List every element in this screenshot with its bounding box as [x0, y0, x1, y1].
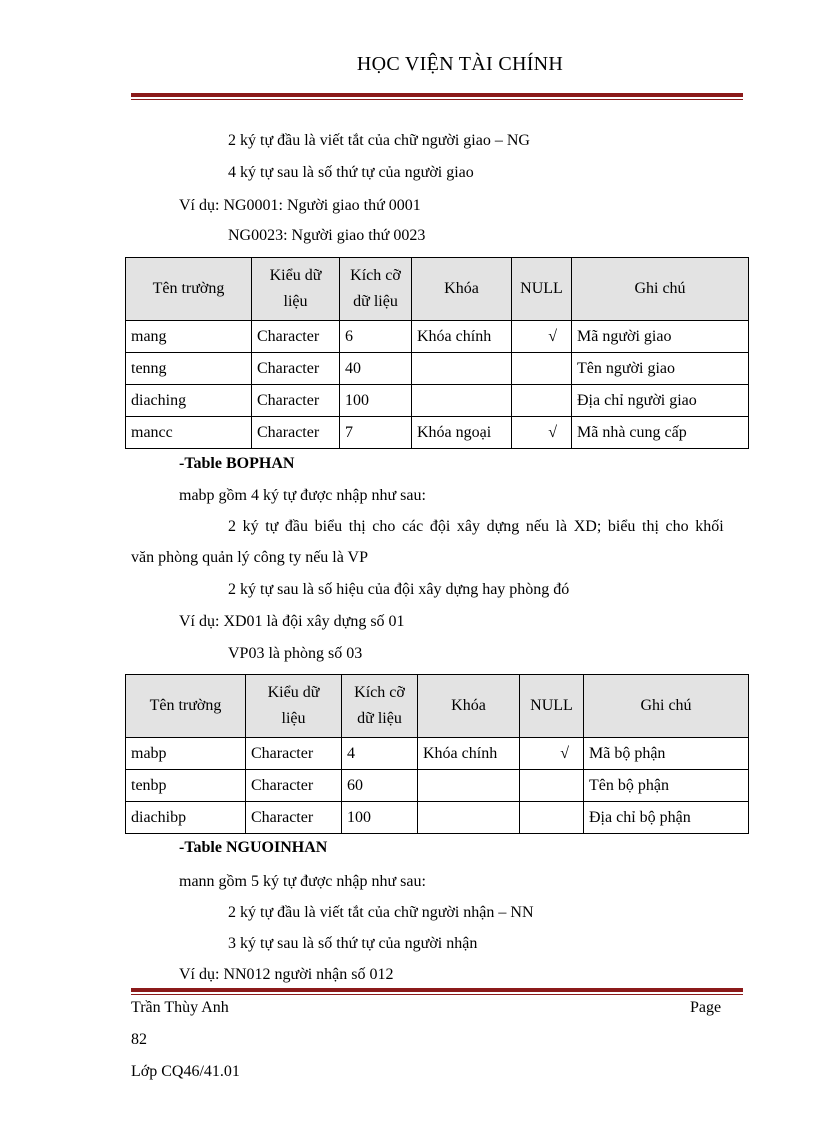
table-nguoigiao [125, 257, 749, 449]
table-row [126, 353, 749, 385]
section-title: -Table BOPHAN [179, 455, 295, 472]
text-line: VP03 là phòng số 03 [228, 645, 363, 662]
cell-type: Character [246, 802, 342, 834]
table-header-row [126, 675, 749, 738]
cell-size: 40 [340, 353, 412, 385]
col-header-key: Khóa [412, 258, 512, 321]
table-row [126, 738, 749, 770]
table-row [126, 321, 749, 353]
cell-size: 6 [340, 321, 412, 353]
cell-null: √ [520, 738, 584, 770]
footer-class: Lớp CQ46/41.01 [131, 1063, 240, 1080]
cell-note: Mã bộ phận [584, 738, 749, 770]
cell-field: diaching [126, 385, 252, 417]
footer-author: Trần Thùy Anh [131, 999, 229, 1016]
cell-field: diachibp [126, 802, 246, 834]
cell-type: Character [252, 417, 340, 449]
table-row [126, 770, 749, 802]
footer-rule [131, 988, 743, 995]
text-line: văn phòng quản lý công ty nếu là VP [131, 549, 369, 566]
cell-field: tenng [126, 353, 252, 385]
col-header-note: Ghi chú [584, 675, 749, 738]
cell-null [520, 802, 584, 834]
table-row [126, 802, 749, 834]
col-header-null: NULL [512, 258, 572, 321]
table-header-row [126, 258, 749, 321]
cell-key: Khóa chính [418, 738, 520, 770]
col-header-field: Tên trường [126, 675, 246, 738]
text-line: 2 ký tự đầu là viết tắt của chữ người giao – NG [228, 132, 530, 149]
header-rule [131, 93, 743, 100]
col-header-field: Tên trường [126, 258, 252, 321]
cell-key [418, 802, 520, 834]
col-header-key: Khóa [418, 675, 520, 738]
col-header-type: Kiểu dữ liệu [252, 258, 340, 321]
text-line: Ví dụ: XD01 là đội xây dựng số 01 [179, 613, 405, 630]
cell-null: √ [512, 321, 572, 353]
cell-null [512, 353, 572, 385]
cell-type: Character [246, 738, 342, 770]
cell-type: Character [252, 385, 340, 417]
cell-type: Character [246, 770, 342, 802]
cell-size: 100 [342, 802, 418, 834]
col-header-note: Ghi chú [572, 258, 749, 321]
col-header-size: Kích cỡ dữ liệu [342, 675, 418, 738]
text-line: Ví dụ: NN012 người nhận số 012 [179, 966, 394, 983]
col-header-size: Kích cỡ dữ liệu [340, 258, 412, 321]
cell-type: Character [252, 353, 340, 385]
text-line: 3 ký tự sau là số thứ tự của người nhận [228, 935, 478, 952]
cell-note: Địa chỉ người giao [572, 385, 749, 417]
cell-note: Mã nhà cung cấp [572, 417, 749, 449]
cell-field: mancc [126, 417, 252, 449]
cell-key: Khóa chính [412, 321, 512, 353]
col-header-type: Kiểu dữ liệu [246, 675, 342, 738]
cell-key [412, 353, 512, 385]
cell-null [520, 770, 584, 802]
cell-size: 7 [340, 417, 412, 449]
cell-field: mabp [126, 738, 246, 770]
cell-key [418, 770, 520, 802]
cell-key [412, 385, 512, 417]
cell-field: tenbp [126, 770, 246, 802]
text-line: 2 ký tự đầu là viết tắt của chữ người nhận – NN [228, 904, 534, 921]
text-line: mann gồm 5 ký tự được nhập như sau: [179, 873, 426, 890]
page-header-title: HỌC VIỆN TÀI CHÍNH [356, 53, 564, 75]
cell-field: mang [126, 321, 252, 353]
cell-note: Tên người giao [572, 353, 749, 385]
cell-key: Khóa ngoại [412, 417, 512, 449]
cell-size: 4 [342, 738, 418, 770]
text-line: mabp gồm 4 ký tự được nhập như sau: [179, 487, 426, 504]
text-line: 4 ký tự sau là số thứ tự của người giao [228, 164, 474, 181]
cell-size: 100 [340, 385, 412, 417]
table-row [126, 385, 749, 417]
cell-null [512, 385, 572, 417]
text-line: Ví dụ: NG0001: Người giao thứ 0001 [179, 197, 421, 214]
cell-type: Character [252, 321, 340, 353]
text-line: 2 ký tự sau là số hiệu của đội xây dựng hay phòng đó [228, 581, 570, 598]
table-row [126, 417, 749, 449]
cell-note: Tên bộ phận [584, 770, 749, 802]
footer-page-number: 82 [131, 1031, 147, 1048]
cell-note: Địa chỉ bộ phận [584, 802, 749, 834]
table-bophan [125, 674, 749, 834]
footer-page-label: Page [690, 999, 722, 1016]
cell-note: Mã người giao [572, 321, 749, 353]
section-title: -Table NGUOINHAN [179, 839, 328, 856]
cell-size: 60 [342, 770, 418, 802]
col-header-null: NULL [520, 675, 584, 738]
text-line: 2 ký tự đầu biểu thị cho các đội xây dựng nếu là XD; biểu thị cho khối [228, 518, 724, 535]
cell-null: √ [512, 417, 572, 449]
text-line: NG0023: Người giao thứ 0023 [228, 227, 426, 244]
